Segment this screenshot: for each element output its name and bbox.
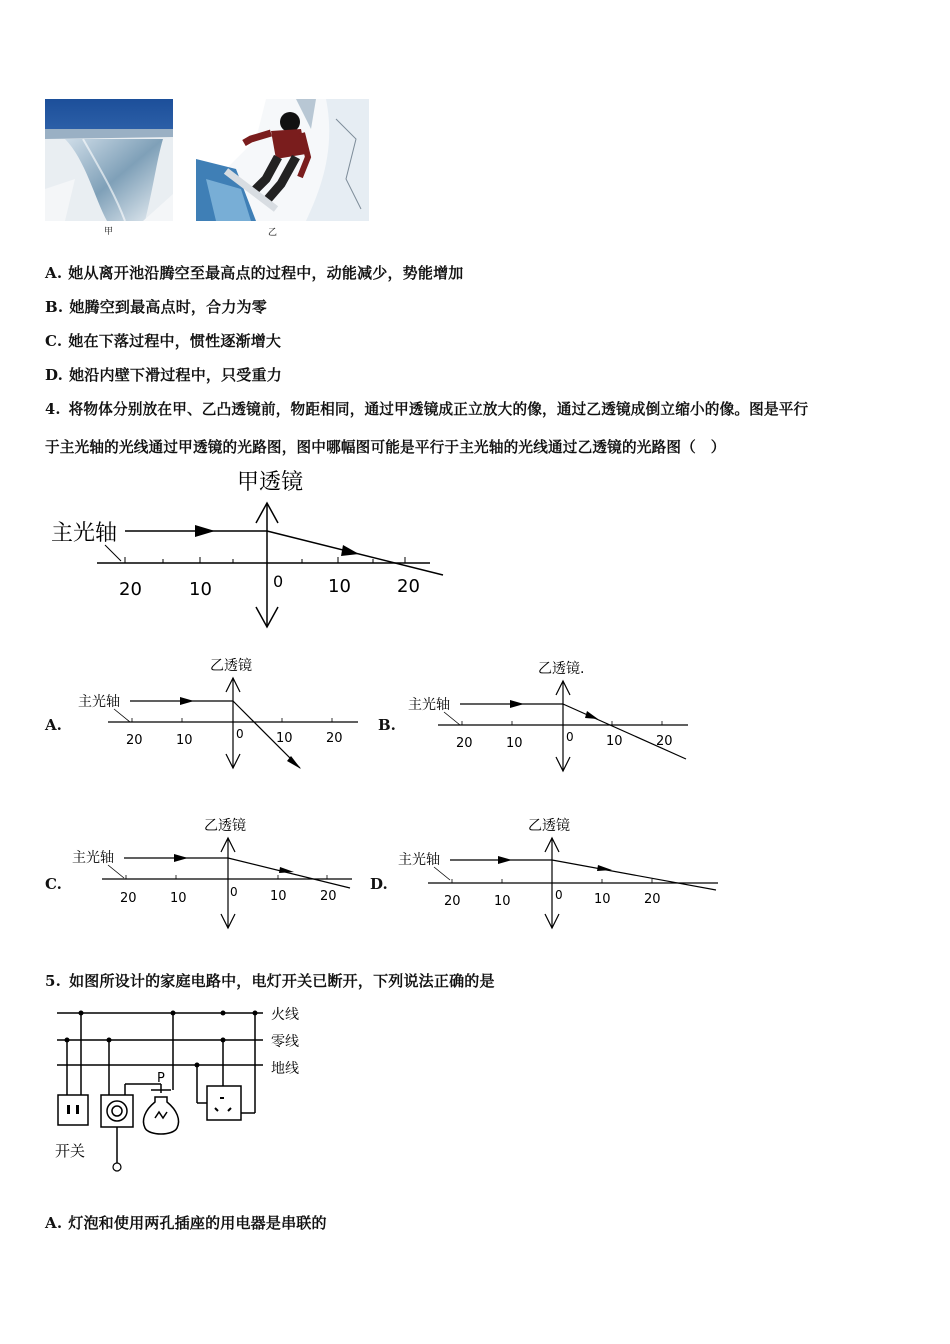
tick-label: 10 (176, 733, 193, 748)
axis-label: 主光轴 (78, 694, 120, 710)
q3-option-d: D. 她沿内壁下滑过程中，只受重力 (45, 366, 282, 384)
ground-wire-label: 地线 (271, 1061, 299, 1077)
tick-label: 20 (656, 734, 673, 749)
tick-label: 0 (236, 727, 244, 741)
tick-label: 20 (120, 891, 137, 906)
tick-label: 0 (273, 572, 284, 591)
tick-label: 20 (326, 731, 343, 746)
tick-label: 10 (328, 576, 351, 597)
tick-label: 20 (456, 736, 473, 751)
q4-option-c-figure[interactable] (66, 812, 366, 934)
q4-option-c-label[interactable]: C. (45, 875, 62, 893)
neutral-wire-label: 零线 (271, 1034, 299, 1050)
lens-label: 乙透镜 (528, 818, 570, 834)
tick-label: 10 (276, 731, 293, 746)
tick-label: 10 (494, 894, 511, 909)
photo-right-caption: 乙 (268, 228, 278, 238)
tick-label: 20 (644, 892, 661, 907)
tick-label: 0 (555, 888, 563, 902)
photo-snowboarder (196, 99, 369, 221)
axis-label: 主光轴 (72, 850, 114, 866)
tick-label: 20 (119, 579, 142, 600)
tick-label: 0 (230, 885, 238, 899)
tick-label: 20 (320, 889, 337, 904)
point-p-label: P (157, 1071, 165, 1086)
q4-option-a-figure[interactable] (72, 652, 372, 774)
q4-option-b-label[interactable]: B. (378, 716, 396, 734)
lens-jia-figure (45, 465, 455, 635)
lens-jia-label: 甲透镜 (237, 470, 304, 495)
tick-label: 10 (606, 734, 623, 749)
q4-option-a-label[interactable]: A. (45, 716, 62, 734)
q4-option-d-label[interactable]: D. (370, 875, 388, 893)
tick-label: 10 (189, 579, 212, 600)
q4-stem-line2: 于主光轴的光线通过甲透镜的光路图，图中哪幅图可能是平行于主光轴的光线通过乙透镜的光路图（ ） (45, 439, 726, 456)
tick-label: 20 (126, 733, 143, 748)
tick-label: 20 (444, 894, 461, 909)
circuit-diagram (45, 998, 325, 1178)
q5-stem: 5. 如图所设计的家庭电路中，电灯开关已断开，下列说法正确的是 (45, 972, 495, 990)
lens-label: 乙透镜 (204, 818, 246, 834)
q3-option-c: C. 她在下落过程中，惯性逐渐增大 (45, 332, 282, 350)
tick-label: 10 (170, 891, 187, 906)
tick-label: 10 (506, 736, 523, 751)
q4-stem-line1: 4. 将物体分别放在甲、乙凸透镜前，物距相同，通过甲透镜成正立放大的像，通过乙透镜成倒立缩小的像。图是平行 (45, 401, 809, 418)
tick-label: 10 (270, 889, 287, 904)
tick-label: 0 (566, 730, 574, 744)
axis-label: 主光轴 (51, 521, 118, 546)
lens-label: 乙透镜. (538, 661, 585, 677)
q3-option-b: B. 她腾空到最高点时，合力为零 (45, 298, 267, 316)
q5-option-a: A. 灯泡和使用两孔插座的用电器是串联的 (45, 1214, 327, 1232)
photo-halfpipe (45, 99, 173, 221)
q3-option-a: A. 她从离开池沿腾空至最高点的过程中，动能减少，势能增加 (45, 264, 464, 282)
tick-label: 10 (594, 892, 611, 907)
axis-label: 主光轴 (408, 697, 450, 713)
lens-label: 乙透镜 (210, 658, 252, 674)
q4-option-d-figure[interactable] (394, 812, 724, 934)
q4-option-b-figure[interactable] (402, 655, 702, 777)
tick-label: 20 (397, 576, 420, 597)
photo-left-caption: 甲 (104, 227, 114, 237)
live-wire-label: 火线 (271, 1007, 299, 1023)
switch-label: 开关 (55, 1142, 86, 1160)
axis-label: 主光轴 (398, 852, 440, 868)
